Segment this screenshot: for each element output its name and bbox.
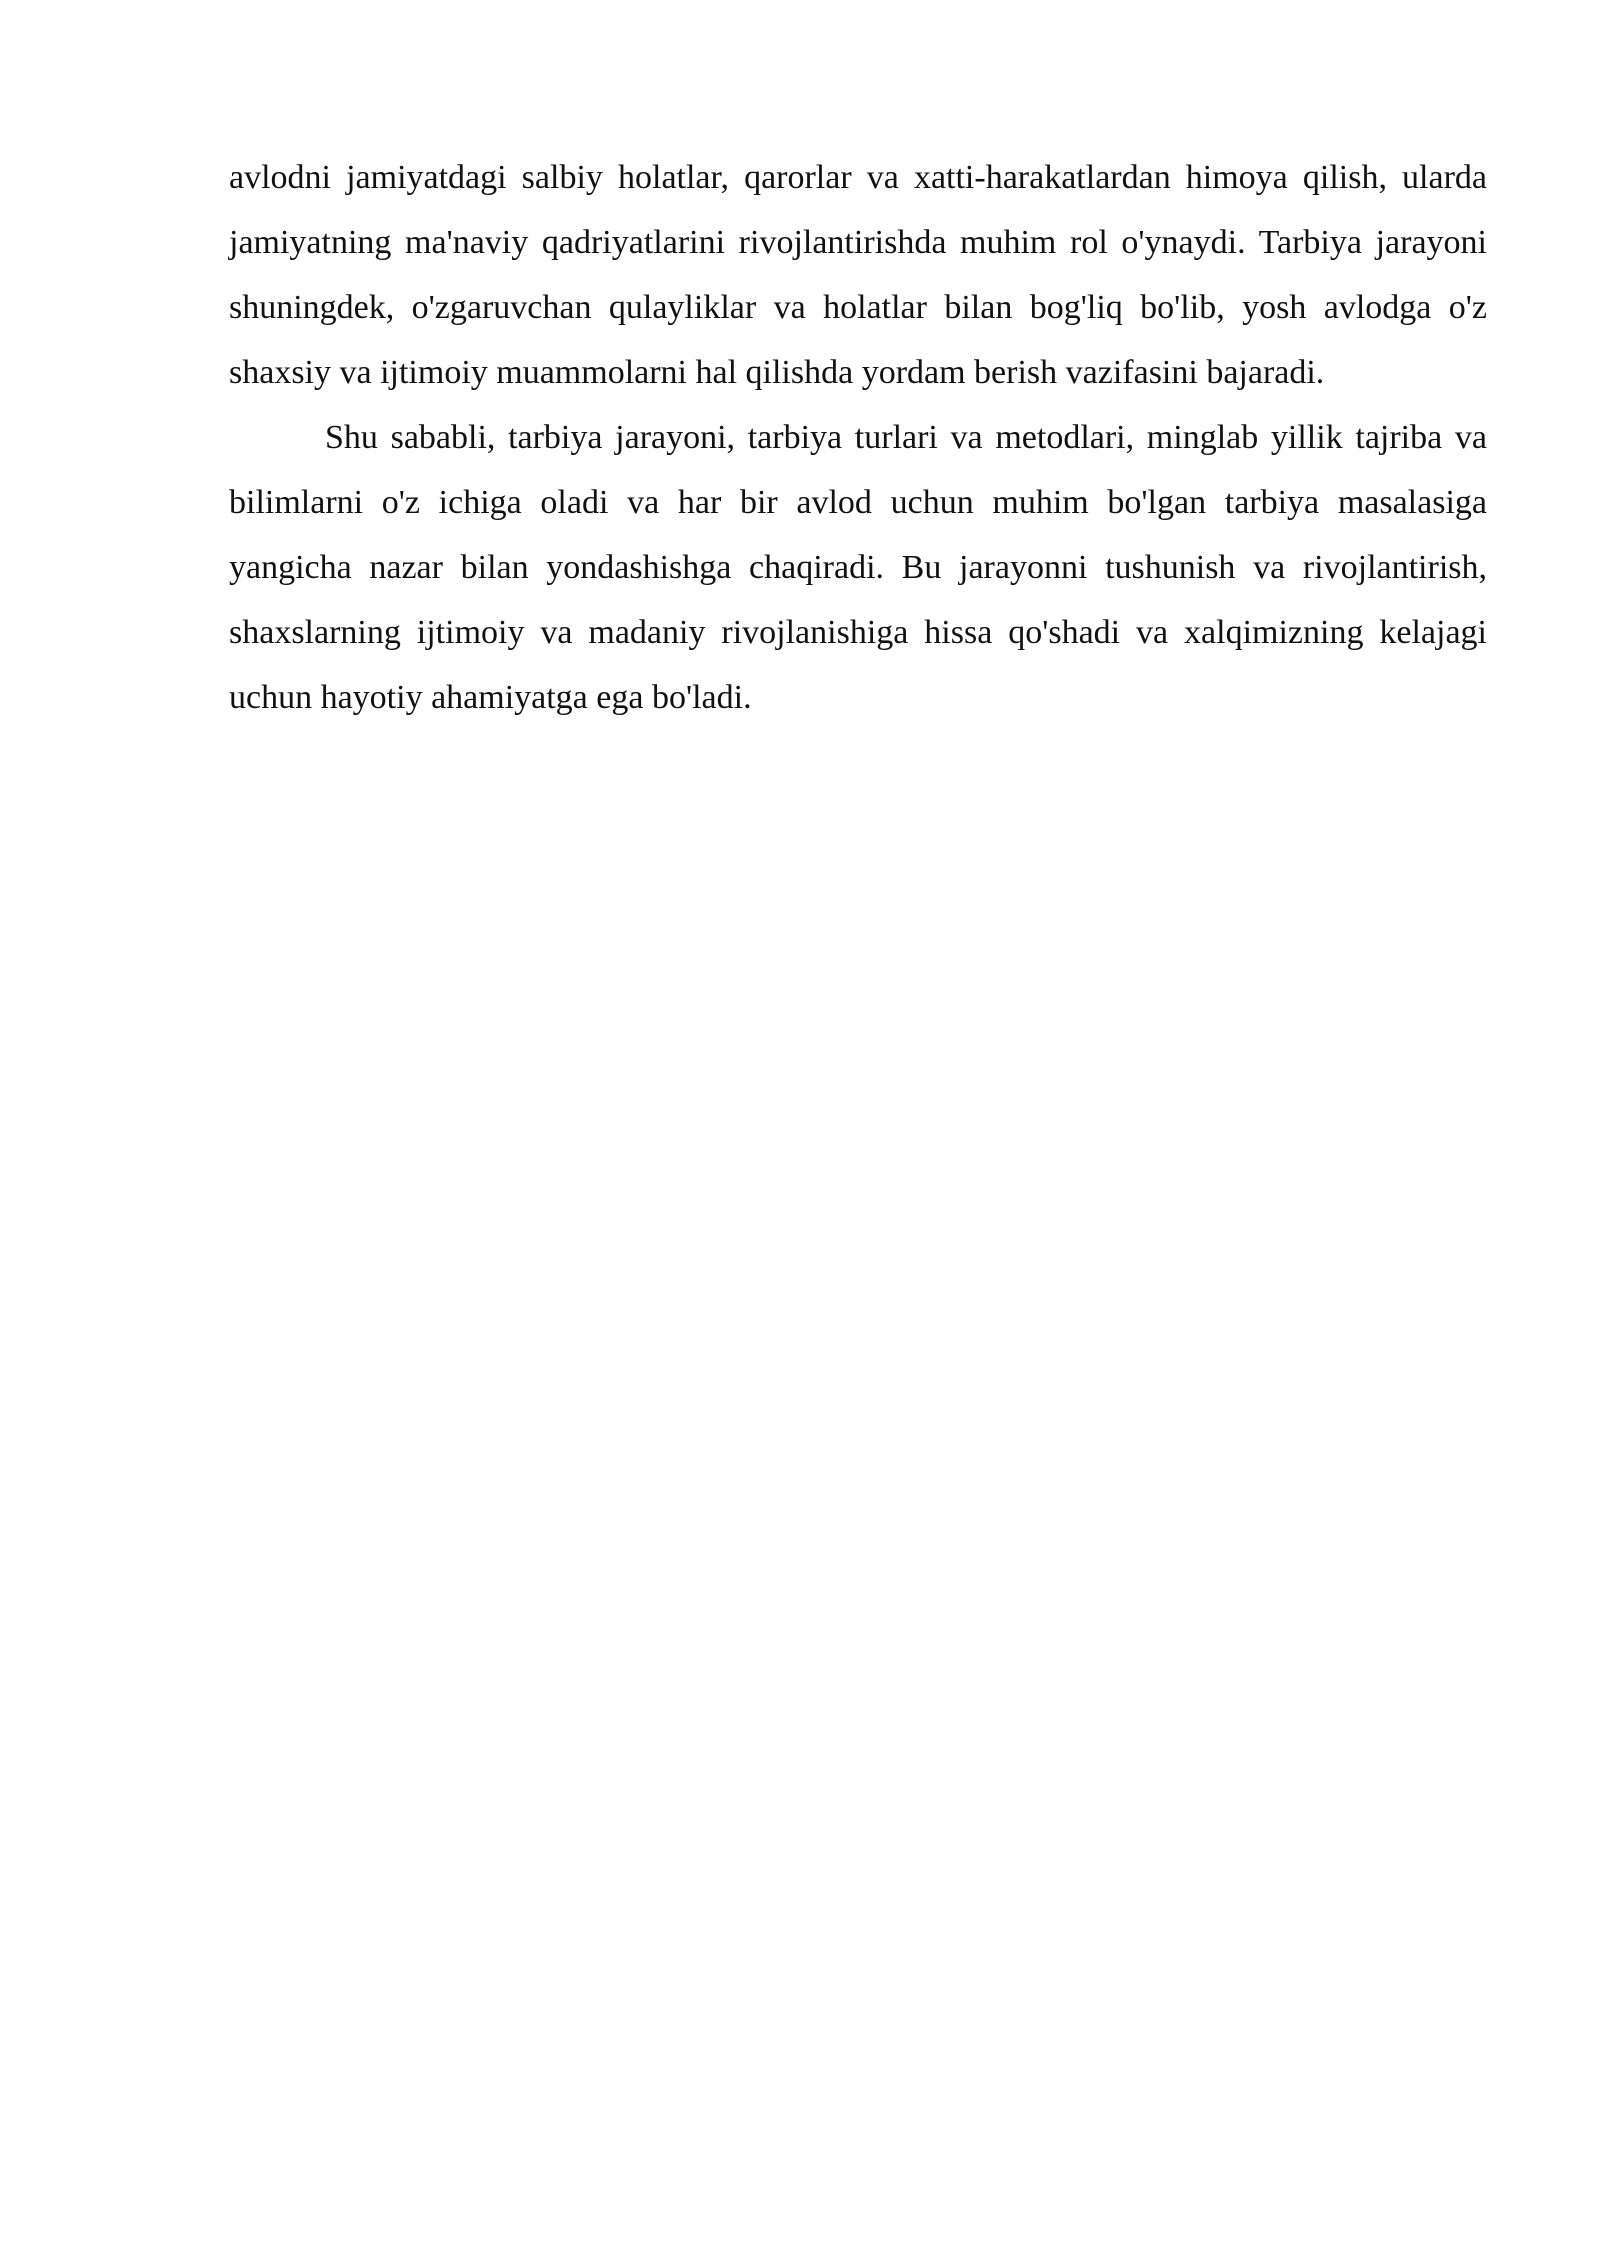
paragraph-2: Shu sababli, tarbiya jarayoni, tarbiya turlari va metodlari, minglab yillik tajriba va bilimlarni o'z ichiga oladi va har bir avlod uchun muhim bo'lgan tarbiya masalasiga yangicha nazar bilan yondashishga chaqiradi. Bu jarayonni tushunish va rivojlantirish, shaxslarning ijtimoiy va madaniy rivojlanishiga hissa qo'shadi va xalqimizning kelajagi uchun hayotiy ahamiyatga ega bo'ladi. <box>229 419 1487 716</box>
document-body <box>229 145 1487 730</box>
paragraph-1: avlodni jamiyatdagi salbiy holatlar, qarorlar va xatti-harakatlardan himoya qilish, ularda jamiyatning ma'naviy qadriyatlarini rivojlantirishda muhim rol o'ynaydi. Tarbiya jarayoni shuningdek, o'zgaruvchan qulayliklar va holatlar bilan bog'liq bo'lib, yosh avlodga o'z shaxsiy va ijtimoiy muammolarni hal qilishda yordam berish vazifasini bajaradi. <box>229 159 1487 391</box>
